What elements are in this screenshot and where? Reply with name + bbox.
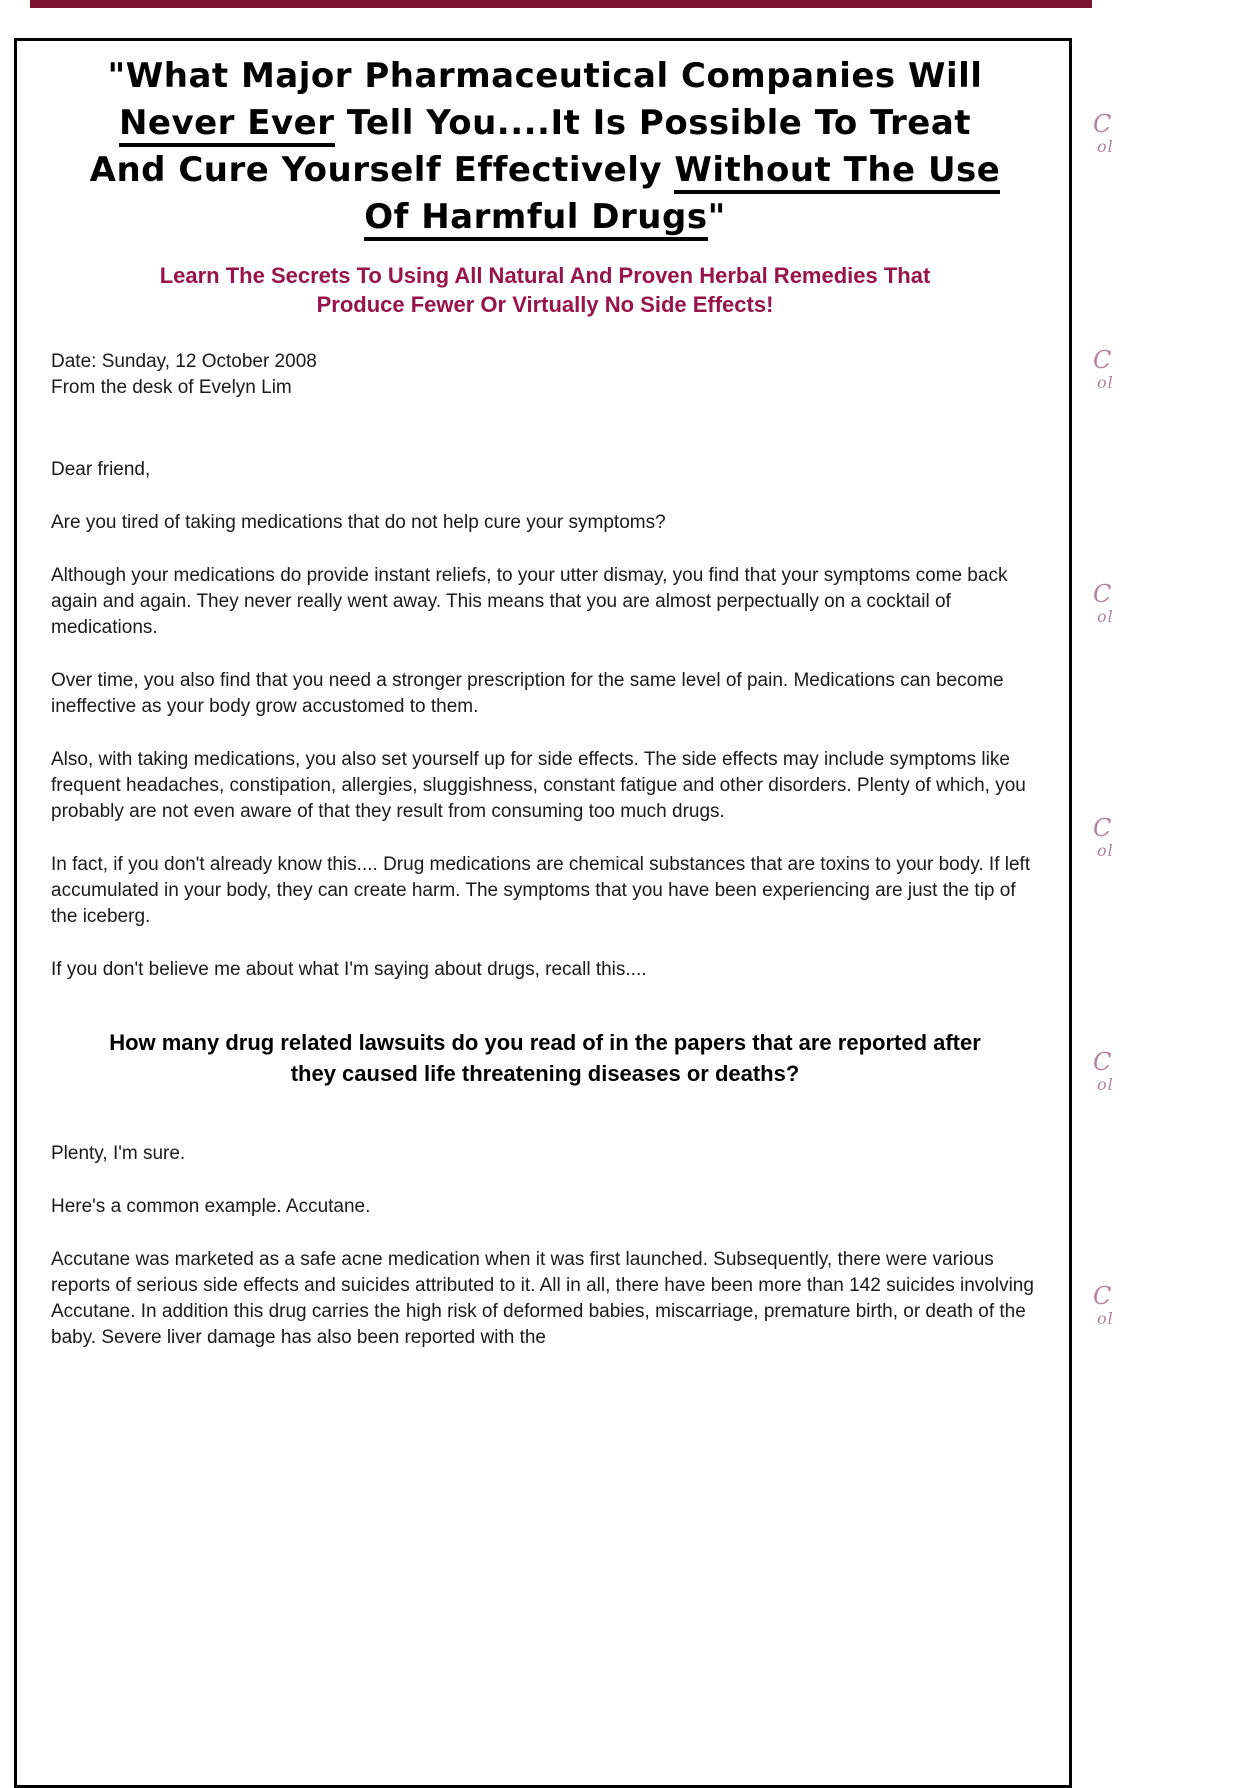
headline-line-1 bbox=[51, 53, 1039, 100]
watermark-glyph: C bbox=[1093, 346, 1112, 374]
headline-line-4 bbox=[51, 194, 1039, 241]
subheadline-line-1: Learn The Secrets To Using All Natural And Proven Herbal Remedies That bbox=[159, 263, 931, 288]
watermark-glyph: C bbox=[1093, 814, 1112, 842]
body-paragraph: Accutane was marketed as a safe acne medication when it was first launched. Subsequently, there were various reports of serious side effects and suicides attributed to it. All in all, there have been more than 142 suicides involving Accutane. In addition this drug carries the high risk of deformed babies, miscarriage, premature birth, or death of the baby. Severe liver damage has also been reported with the bbox=[51, 1249, 1034, 1348]
watermark-glyph: ol bbox=[1097, 1075, 1114, 1094]
body-paragraph: In fact, if you don't already know this.... Drug medications are chemical substances that are toxins to your body. If left accumulated in your body, they can create harm. The symptoms that you have been experiencing are just the tip of the iceberg. bbox=[51, 854, 1031, 927]
body-paragraph: Although your medications do provide instant reliefs, to your utter dismay, you find that your symptoms come back again and again. They never really went away. This means that you are almost perpectually on a cocktail of medications. bbox=[51, 565, 1008, 638]
subheadline-line-2: Produce Fewer Or Virtually No Side Effects! bbox=[316, 292, 774, 317]
body-paragraph: Over time, you also find that you need a stronger prescription for the same level of pain. Medications can become ineffective as your body grow accustomed to them. bbox=[51, 670, 1004, 717]
headline-underlined-text: Of Harmful Drugs bbox=[364, 197, 707, 241]
script-watermark-icon bbox=[1093, 112, 1114, 155]
headline bbox=[51, 53, 1039, 241]
top-accent-bar bbox=[30, 0, 1092, 8]
watermark-glyph: C bbox=[1093, 110, 1112, 138]
watermark-glyph: ol bbox=[1097, 1309, 1114, 1328]
from-line: From the desk of Evelyn Lim bbox=[51, 377, 292, 398]
subheadline bbox=[51, 261, 1039, 319]
headline-text: " bbox=[707, 197, 726, 237]
headline-underlined-text: Without The Use bbox=[674, 150, 1000, 194]
body-paragraph: If you don't believe me about what I'm saying about drugs, recall this.... bbox=[51, 959, 647, 980]
watermark-glyph: ol bbox=[1097, 137, 1114, 156]
letter-meta bbox=[51, 349, 1039, 401]
headline-text: "What Major Pharmaceutical Companies Will bbox=[107, 56, 983, 96]
salutation: Dear friend, bbox=[51, 459, 151, 480]
body-paragraph: Plenty, I'm sure. bbox=[51, 1143, 186, 1164]
watermark-glyph: C bbox=[1093, 1282, 1112, 1310]
script-watermark-icon bbox=[1093, 1284, 1114, 1327]
body-paragraph: Also, with taking medications, you also set yourself up for side effects. The side effects may include symptoms like frequent headaches, constipation, allergies, sluggishness, constant fatigue and other disorders. Plenty of which, you probably are not even aware of that they result from consuming too much drugs. bbox=[51, 749, 1026, 822]
section-heading-line-2: they caused life threatening diseases or deaths? bbox=[290, 1061, 800, 1086]
script-watermark-icon bbox=[1093, 816, 1114, 859]
section-heading-line-1: How many drug related lawsuits do you read of in the papers that are reported after bbox=[109, 1030, 981, 1055]
headline-text: Tell You....It Is Possible To Treat bbox=[334, 103, 972, 143]
watermark-glyph: ol bbox=[1097, 841, 1114, 860]
body-paragraph: Here's a common example. Accutane. bbox=[51, 1196, 371, 1217]
body-paragraph: Are you tired of taking medications that do not help cure your symptoms? bbox=[51, 512, 666, 533]
watermark-glyph: ol bbox=[1097, 373, 1114, 392]
headline-line-2 bbox=[51, 100, 1039, 147]
watermark-glyph: C bbox=[1093, 1048, 1112, 1076]
script-watermark-icon bbox=[1093, 582, 1114, 625]
headline-line-3 bbox=[51, 147, 1039, 194]
headline-text: And Cure Yourself Effectively bbox=[89, 150, 675, 190]
script-watermark-icon bbox=[1093, 1050, 1114, 1093]
headline-underlined-text: Never Ever bbox=[119, 103, 335, 147]
watermark-glyph: ol bbox=[1097, 607, 1114, 626]
watermark-glyph: C bbox=[1093, 580, 1112, 608]
script-watermark-icon bbox=[1093, 348, 1114, 391]
sales-letter-box bbox=[14, 38, 1072, 1788]
section-heading bbox=[51, 1027, 1039, 1089]
date-line: Date: Sunday, 12 October 2008 bbox=[51, 351, 317, 372]
